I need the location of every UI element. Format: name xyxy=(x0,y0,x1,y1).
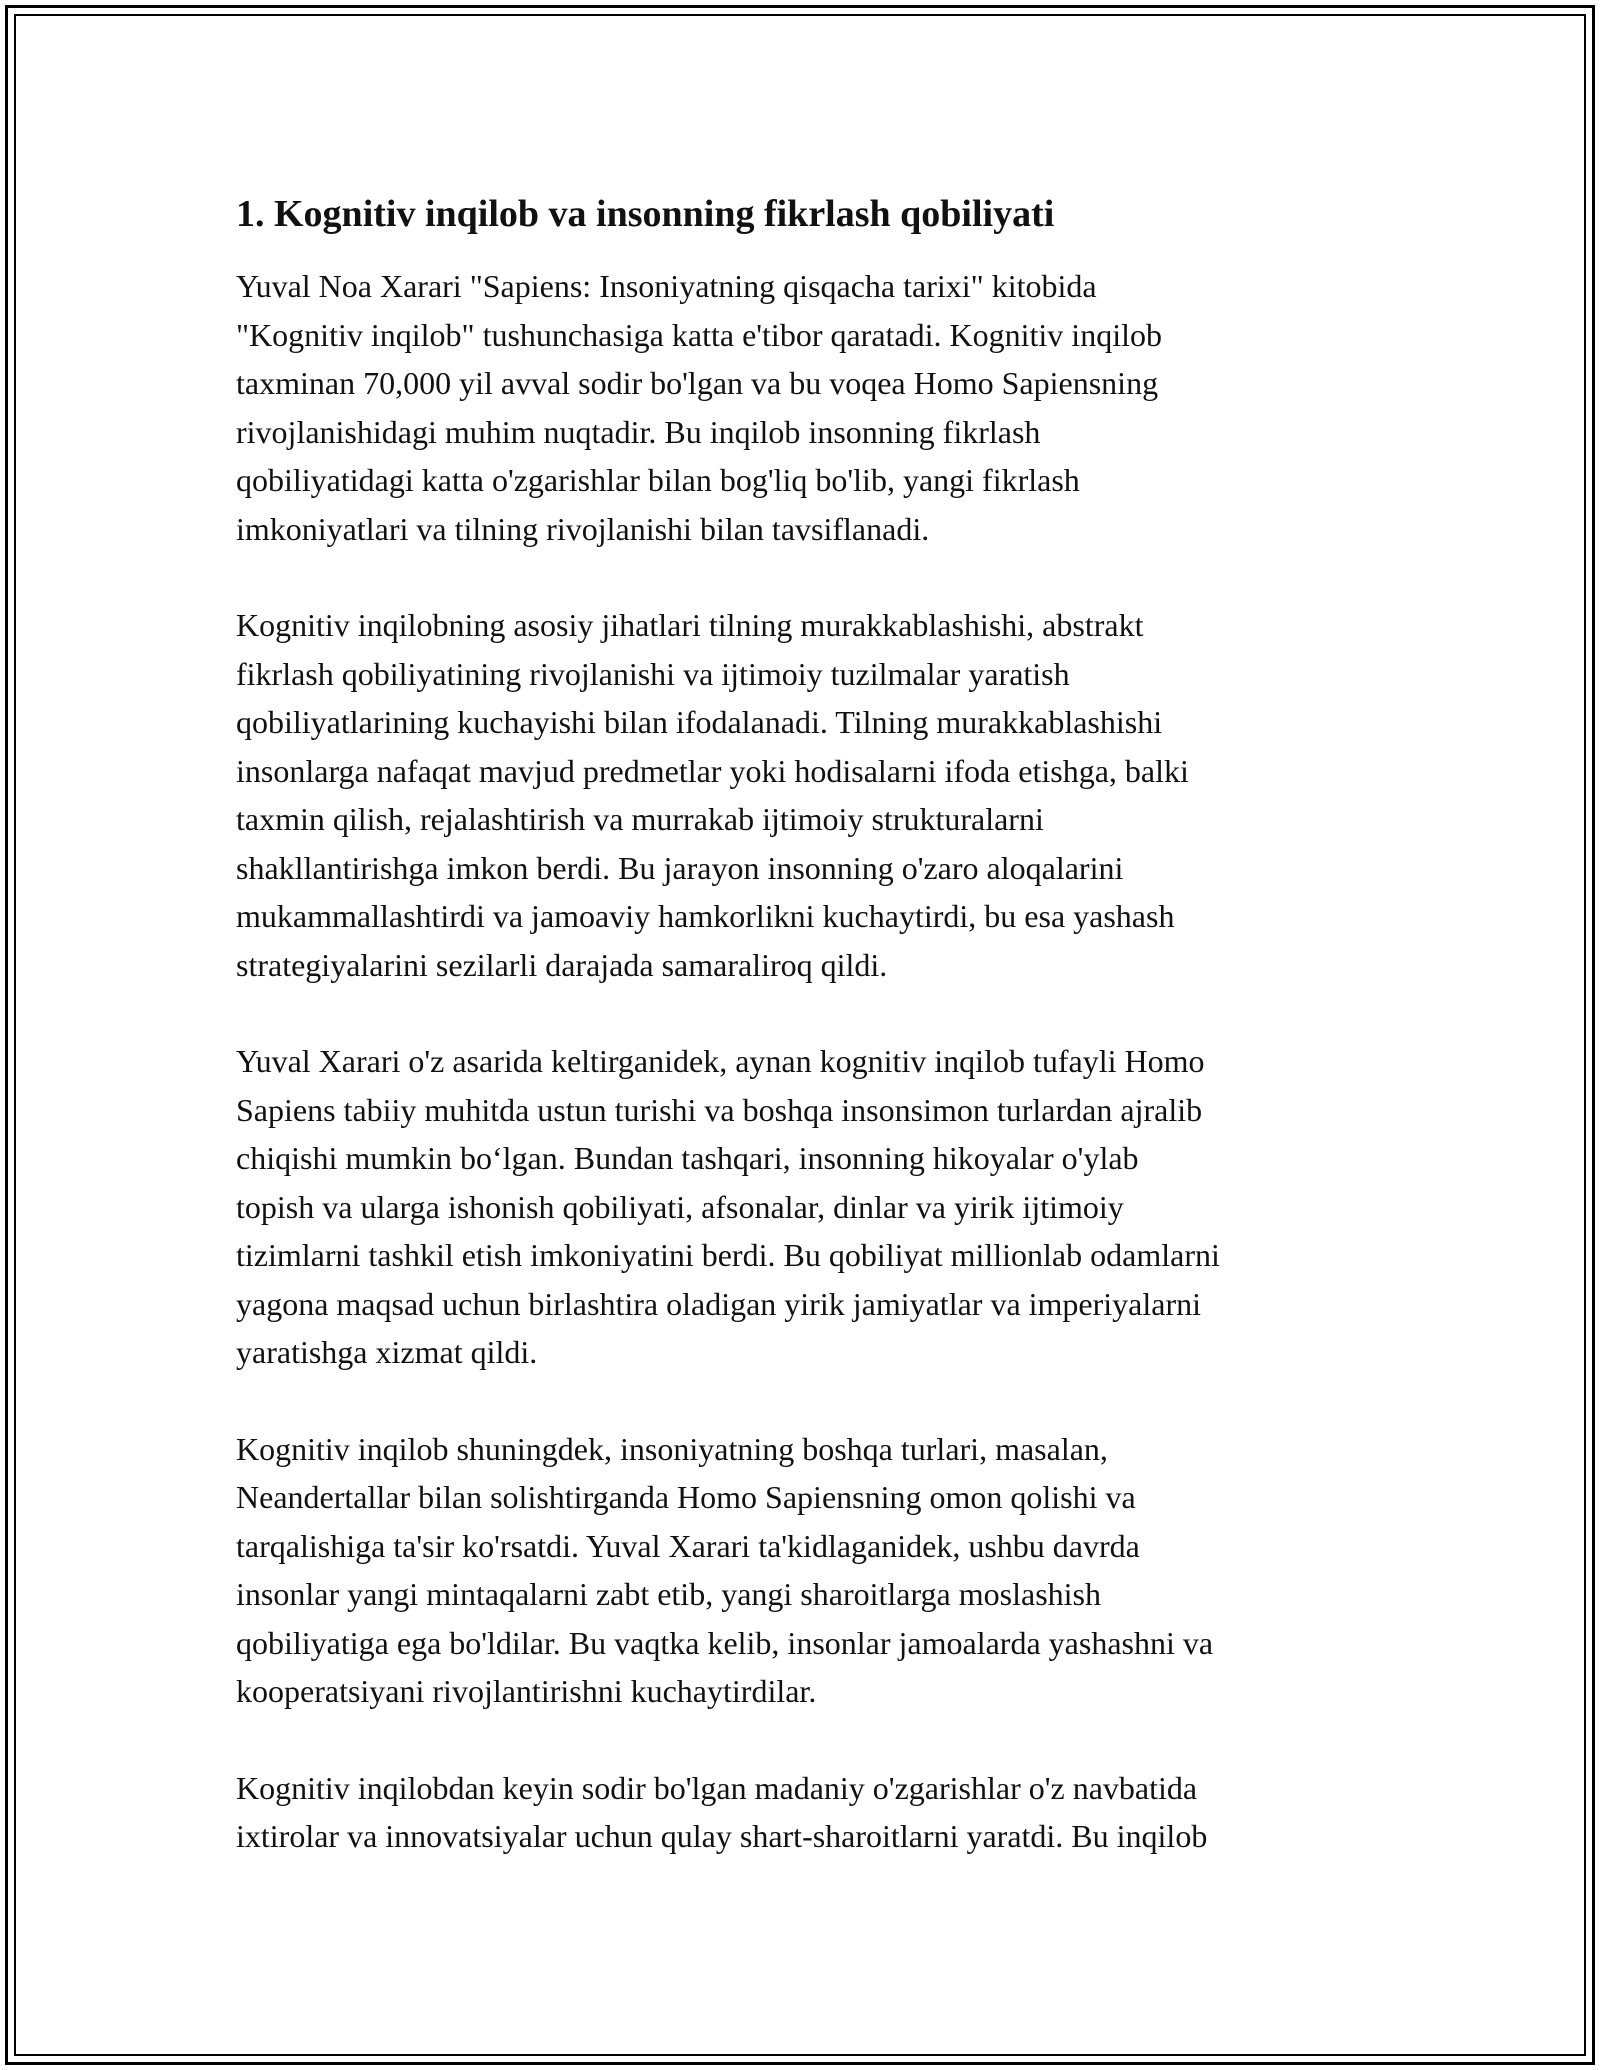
text-line: shakllantirishga imkon berdi. Bu jarayon insonning o'zaro aloqalarini xyxy=(236,849,1124,886)
text-line: chiqishi mumkin bo‘lgan. Bundan tashqari, insonning hikoyalar o'ylab xyxy=(236,1140,1139,1176)
text-line: qobiliyatidagi katta o'zgarishlar bilan bog'liq bo'lib, yangi fikrlash xyxy=(236,462,1080,498)
text-line: yaratishga xizmat qildi. xyxy=(236,1334,538,1370)
text-line: qobiliyatiga ega bo'ldilar. Bu vaqtka kelib, insonlar jamoalarda yashashni va xyxy=(236,1624,1214,1661)
text-line: fikrlash qobiliyatining rivojlanishi va ijtimoiy tuzilmalar yaratish xyxy=(236,655,1070,692)
text-line: rivojlanishidagi muhim nuqtadir. Bu inqilob insonning fikrlash xyxy=(236,413,1041,450)
text-line: Kognitiv inqilobdan keyin sodir bo'lgan madaniy o'zgarishlar o'z navbatida xyxy=(236,1769,1198,1806)
document-body xyxy=(236,186,1366,1909)
text-line: Neandertallar bilan solishtirganda Homo Sapiensning omon qolishi va xyxy=(236,1479,1136,1515)
text-line: qobiliyatlarining kuchayishi bilan ifodalanadi. Tilning murakkablashishi xyxy=(236,704,1163,740)
text-line: yagona maqsad uchun birlashtira oladigan yirik jamiyatlar va imperiyalarni xyxy=(236,1285,1202,1322)
text-line: tizimlarni tashkil etish imkoniyatini berdi. Bu qobiliyat millionlab odamlarni xyxy=(236,1237,1220,1273)
text-line: strategiyalarini sezilarli darajada samaraliroq qildi. xyxy=(236,946,888,983)
text-line: insonlarga nafaqat mavjud predmetlar yoki hodisalarni ifoda etishga, balki xyxy=(236,752,1189,789)
text-line: taxmin qilish, rejalashtirish va murrakab ijtimoiy strukturalarni xyxy=(236,801,1044,837)
paragraph-4 xyxy=(236,1425,1366,1716)
text-line: ixtirolar va innovatsiyalar uchun qulay shart-sharoitlarni yaratdi. Bu inqilob xyxy=(236,1818,1208,1854)
text-line: tarqalishiga ta'sir ko'rsatdi. Yuval Xarari ta'kidlaganidek, ushbu davrda xyxy=(236,1527,1140,1564)
text-line: Yuval Noa Xarari "Sapiens: Insoniyatning qisqacha tarixi" kitobida xyxy=(236,268,1097,304)
text-line: taxminan 70,000 yil avval sodir bo'lgan va bu voqea Homo Sapiensning xyxy=(236,365,1159,401)
paragraph-2 xyxy=(236,601,1366,989)
text-line: Yuval Xarari o'z asarida keltirganidek, aynan kognitiv inqilob tufayli Homo xyxy=(236,1043,1205,1079)
text-line: Kognitiv inqilob shuningdek, insoniyatning boshqa turlari, masalan, xyxy=(236,1430,1108,1467)
text-line: mukammallashtirdi va jamoaviy hamkorlikni kuchaytirdi, bu esa yashash xyxy=(236,898,1175,934)
text-line: insonlar yangi mintaqalarni zabt etib, yangi sharoitlarga moslashish xyxy=(236,1576,1101,1612)
text-line: "Kognitiv inqilob" tushunchasiga katta e'tibor qaratadi. Kognitiv inqilob xyxy=(236,316,1162,353)
text-line: topish va ularga ishonish qobiliyati, afsonalar, dinlar va yirik ijtimoiy xyxy=(236,1188,1124,1225)
paragraph-5 xyxy=(236,1764,1366,1861)
text-line: Kognitiv inqilobning asosiy jihatlari tilning murakkablashishi, abstrakt xyxy=(236,607,1144,643)
section-heading: 1. Kognitiv inqilob va insonning fikrlash qobiliyati xyxy=(236,193,1055,235)
text-line: Sapiens tabiiy muhitda ustun turishi va boshqa insonsimon turlardan ajralib xyxy=(236,1091,1203,1128)
text-line: imkoniyatlari va tilning rivojlanishi bilan tavsiflanadi. xyxy=(236,510,930,547)
paragraph-1 xyxy=(236,262,1366,553)
text-line: kooperatsiyani rivojlantirishni kuchaytirdilar. xyxy=(236,1673,817,1709)
paragraph-3 xyxy=(236,1037,1366,1377)
